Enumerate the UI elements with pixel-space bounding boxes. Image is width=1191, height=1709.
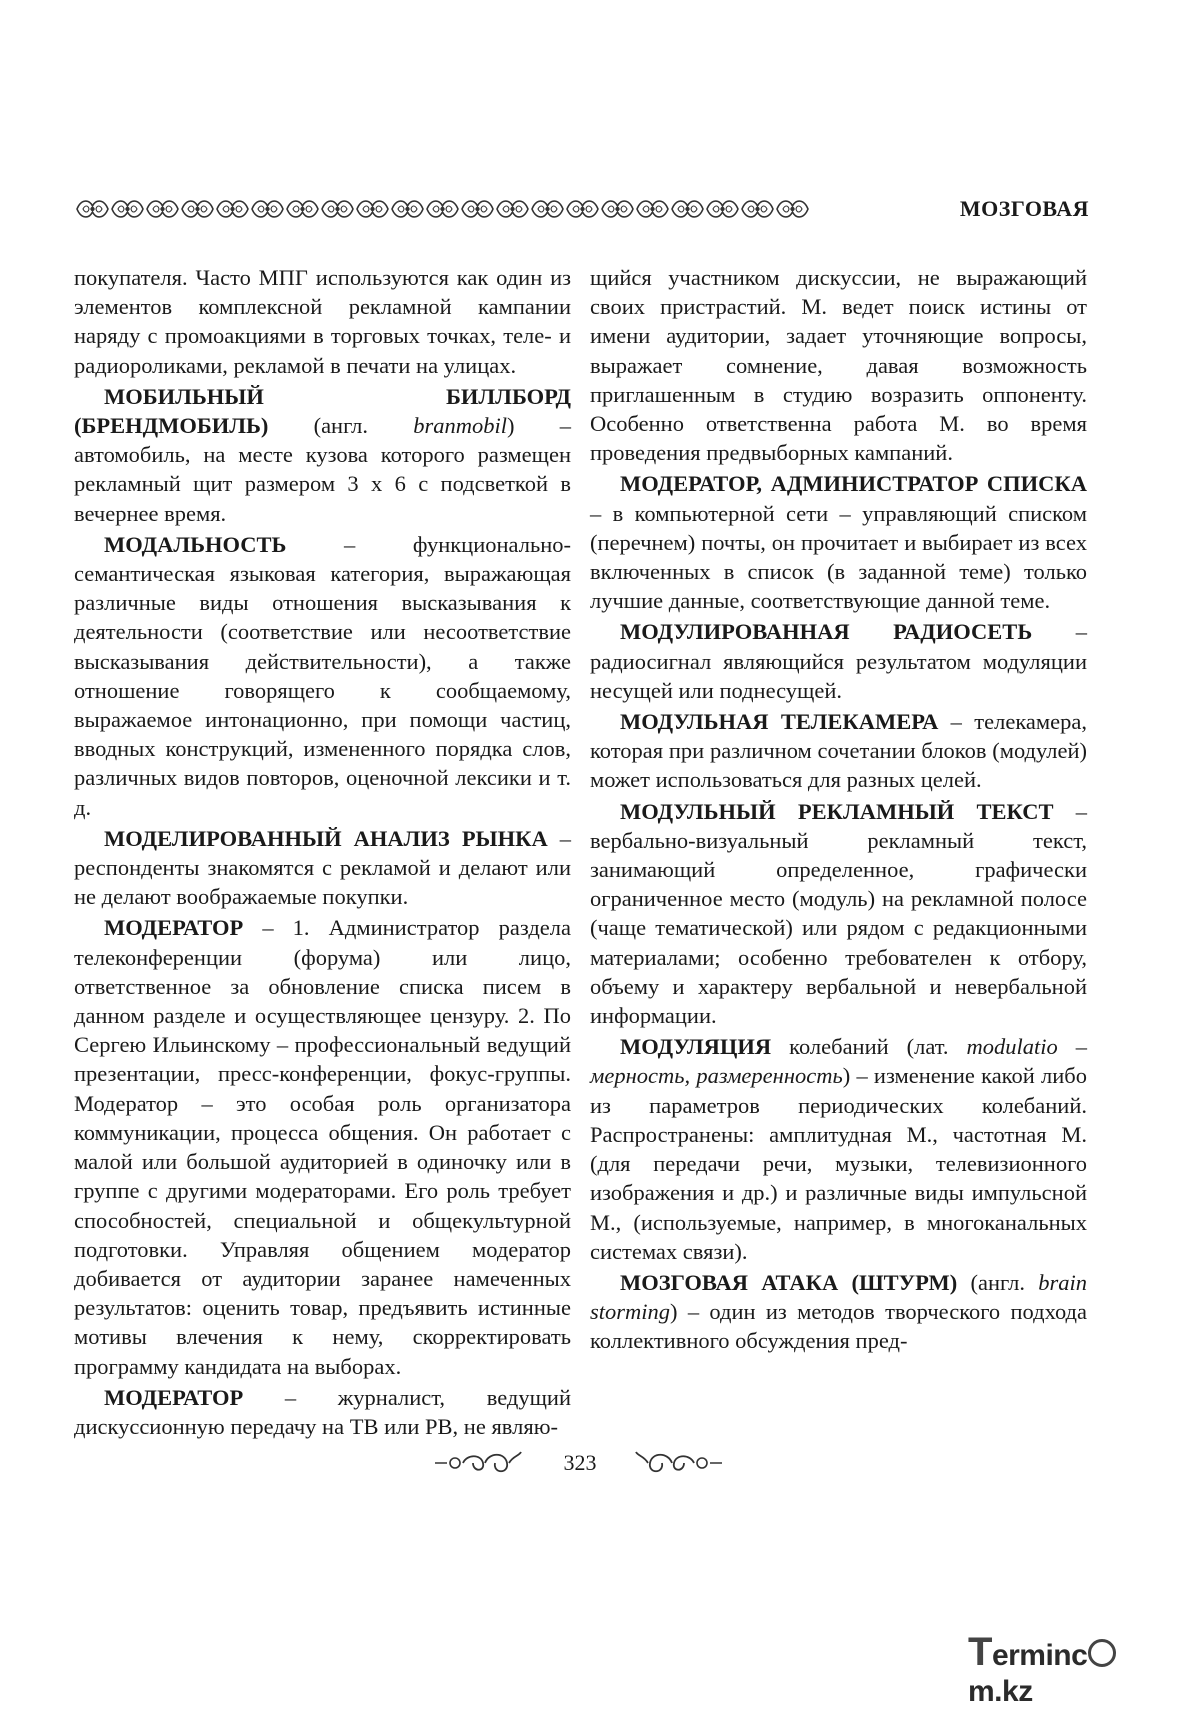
footer-ornament-right bbox=[634, 1450, 724, 1476]
entry-term: МОДЕРАТОР bbox=[104, 915, 244, 941]
entry-text: – респонденты знакомятся с рекламой и делают или не делают воображаемые покупки. bbox=[74, 825, 572, 910]
dictionary-entry bbox=[74, 1383, 571, 1441]
entry-text: – телекамера, которая при различном сочетании блоков (модулей) может использоваться для разных целей. bbox=[590, 709, 1087, 793]
watermark-ring-icon bbox=[1088, 1639, 1116, 1667]
entry-text: – функционально-семантическая языковая категория, выражающая различные виды отношения высказывания к деятельности (соответствие или несоответствие высказывания действительности), а также отношение говорящего к сообщаемому, выражаемое интонационно, при помощи частиц, вводных конструкций, измененного порядка слов, различных видов повторов, оценочной лексики и т. д. bbox=[74, 531, 571, 820]
entry-term: МОДУЛЬНАЯ ТЕЛЕКАМЕРА bbox=[620, 709, 939, 735]
watermark-lead: T bbox=[968, 1630, 992, 1674]
dictionary-entry bbox=[590, 263, 1087, 467]
dictionary-entry bbox=[74, 382, 571, 528]
page-number: 323 bbox=[563, 1450, 597, 1475]
entry-term: МОДЕЛИРОВАННЫЙ АНАЛИЗ РЫНКА bbox=[104, 825, 548, 851]
entry-italic-text: brain storming bbox=[590, 1269, 1087, 1325]
entry-text: – 1. Администратор раздела телеконференции (форума) или лицо, ответственное за обновление списка писем в данном разделе и осуществляющее цензуру. 2. По Сергею Ильинскому – профессиональный ведущий презентации, пресс-конференции, фокус-группы. Модератор – это особая роль организатора коммуникации, процесса общения. Он работает с малой или большой аудиторией в одиночку или в группе с другими модераторами. Его роль требует способностей, специальной и общекультурной подготовки. Управляя общением модератор добивается от аудитории заранее намеченных результатов: оценить товар, предъявить истинные мотивы влечения к нему, скорректировать программу кандидата на выборах. bbox=[74, 915, 571, 1379]
running-head: МОЗГОВАЯ bbox=[959, 196, 1089, 221]
entry-text: ) – изменение какой либо из параметров периодических колебаний. Распространены: амплитудная М., частотная М. (для передачи речи, музыки, телевизионного изображения и др.) и различные виды импульсной М., (используемые, например, в многоканальных системах связи). bbox=[590, 1063, 1087, 1264]
entry-italic-text: modulatio – мерность, размеренность bbox=[590, 1034, 1087, 1089]
left-column bbox=[74, 263, 571, 1443]
dictionary-entry bbox=[590, 1268, 1087, 1356]
entry-term: МОБИЛЬНЫЙ БИЛЛБОРД (БРЕНДМОБИЛЬ) bbox=[74, 383, 571, 439]
header-ornament bbox=[75, 194, 810, 224]
entry-text: (англ. bbox=[268, 413, 414, 439]
entry-text: ) – один из методов творческого подхода коллективного обсуждения пред- bbox=[590, 1299, 1087, 1354]
entry-term: МОДЕРАТОР, АДМИНИСТРАТОР СПИСКА bbox=[620, 471, 1087, 497]
dictionary-entry bbox=[590, 469, 1087, 615]
entry-term: МОДУЛИРОВАННАЯ РАДИОСЕТЬ bbox=[620, 619, 1033, 645]
entry-italic-text: branmobil bbox=[413, 413, 508, 439]
entry-text: (англ. bbox=[957, 1269, 1039, 1295]
footer-ornament-left bbox=[433, 1450, 523, 1476]
entry-term: МОДУЛЯЦИЯ bbox=[620, 1034, 772, 1060]
entry-text: – в компьютерной сети – управляющий списком (перечнем) почты, он прочитает и выбирает из всех включенных в список (в заданной теме) только лучшие данные, соответствующие данной теме. bbox=[590, 500, 1087, 614]
entry-text: – радиосигнал являющийся результатом модуляции несущей или поднесущей. bbox=[590, 619, 1087, 703]
dictionary-entry bbox=[590, 617, 1087, 705]
entry-text: ) – автомобиль, на месте кузова которого размещен рекламный щит размером 3 х 6 с подсветкой в вечернее время. bbox=[74, 413, 571, 526]
dictionary-entry bbox=[74, 913, 571, 1380]
entry-text: колебаний (лат. bbox=[771, 1034, 967, 1060]
dictionary-entry bbox=[590, 707, 1087, 795]
dictionary-entry bbox=[74, 530, 571, 822]
dictionary-entry bbox=[74, 824, 571, 912]
entry-term: МОДУЛЬНЫЙ РЕКЛАМНЫЙ ТЕКСТ bbox=[620, 798, 1054, 824]
entry-term: МОДЕРАТОР bbox=[104, 1384, 244, 1410]
watermark-mid: erminc bbox=[991, 1639, 1088, 1672]
dictionary-entry bbox=[590, 1032, 1087, 1266]
entry-term: МОДАЛЬНОСТЬ bbox=[104, 531, 287, 557]
entry-term: МОЗГОВАЯ АТАКА (ШТУРМ) bbox=[620, 1269, 958, 1295]
entry-text: покупателя. Часто МПГ используются как один из элементов комплексной рекламной кампании наряду с промоакциями в торговых точках, теле- и радиороликами, рекламой в печати на улицах. bbox=[74, 265, 571, 378]
entry-text: – журналист, ведущий дискуссионную передачу на ТВ или РВ, не являю- bbox=[74, 1384, 571, 1439]
entry-text: – вербально-визуальный рекламный текст, занимающий определенное, графически ограниченное место (модуль) на рекламной полосе (чаще тематической) или рядом с редакционными материалами; особенно требователен к отбору, объему и характеру вербальной и невербальной информации. bbox=[590, 798, 1087, 1029]
dictionary-entry bbox=[590, 797, 1087, 1031]
right-column bbox=[590, 263, 1087, 1358]
watermark-tail: m.kz bbox=[968, 1675, 1033, 1708]
entry-text: щийся участником дискуссии, не выражающий своих пристрастий. М. ведет поиск истины от имени аудитории, задает уточняющие вопросы, выражает сомнение, давая возможность приглашенным в студию возразить оппоненту. Особенно ответственна работа М. во время проведения предвыборных кампаний. bbox=[590, 265, 1087, 466]
watermark-logo bbox=[968, 1630, 1178, 1708]
dictionary-entry bbox=[74, 263, 571, 380]
